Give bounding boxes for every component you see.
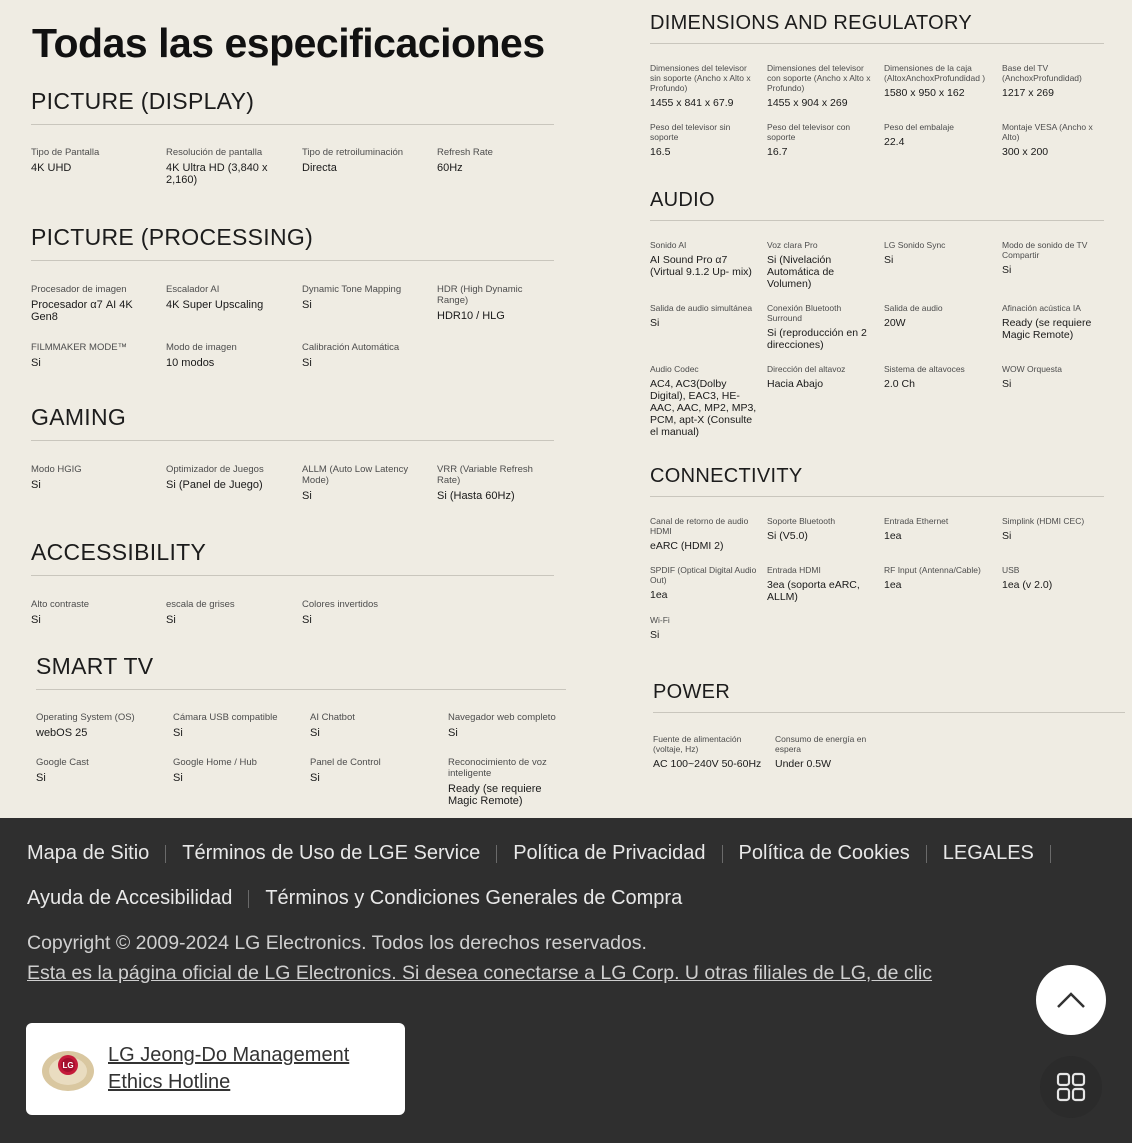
- spec-item: [767, 303, 875, 351]
- spec-value: eARC (HDMI 2): [650, 540, 724, 552]
- lg-emblem-logo: [40, 1041, 96, 1097]
- spec-label: Escalador AI: [166, 284, 220, 295]
- spec-value: AC4, AC3(Dolby Digital), EAC3, HE-AAC, AAC, MP2, MP3, PCM, apt-X (Consulte el manual): [650, 378, 757, 438]
- spec-item: [437, 464, 552, 502]
- spec-label: Peso del televisor sin soporte: [650, 122, 731, 142]
- spec-item: [302, 464, 427, 502]
- spec-value: Si (Panel de Juego): [166, 479, 263, 491]
- spec-value: Si: [302, 614, 312, 626]
- spec-value: Si (Nivelación Automática de Volumen): [767, 254, 835, 290]
- spec-value: 1ea: [650, 589, 668, 601]
- spec-label: SPDIF (Optical Digital Audio Out): [650, 565, 757, 585]
- spec-label: Refresh Rate: [437, 147, 493, 158]
- spec-value: 1455 x 904 x 269: [767, 97, 848, 109]
- spec-value: Ready (se requiere Magic Remote): [448, 783, 542, 807]
- spec-value: Si: [31, 357, 41, 369]
- spec-item: [650, 364, 758, 438]
- hotline-title-line-2[interactable]: Ethics Hotline: [108, 1071, 231, 1093]
- spec-value: 1580 x 950 x 162: [884, 87, 965, 99]
- section-title: CONNECTIVITY: [650, 465, 1104, 497]
- spec-label: Tipo de Pantalla: [31, 147, 100, 158]
- spec-item: [1002, 565, 1104, 591]
- spec-item: [310, 712, 438, 739]
- spec-label: Modo de imagen: [166, 342, 237, 353]
- spec-value: Si: [1002, 378, 1012, 390]
- spec-item: [302, 147, 427, 174]
- footer-separator: [496, 845, 497, 863]
- site-footer: [0, 818, 1132, 1143]
- spec-value: Hacia Abajo: [767, 378, 824, 390]
- spec-label: Panel de Control: [310, 757, 381, 768]
- spec-value: 16.5: [650, 146, 671, 158]
- spec-item: [31, 147, 156, 174]
- spec-label: Audio Codec: [650, 364, 699, 374]
- spec-label: Entrada Ethernet: [884, 516, 949, 526]
- spec-label: Dynamic Tone Mapping: [302, 284, 402, 295]
- spec-value: 4K Super Upscaling: [166, 299, 264, 311]
- spec-label: Salida de audio simultánea: [650, 303, 753, 313]
- spec-value: 60Hz: [437, 162, 463, 174]
- spec-label: Peso del embalaje: [884, 122, 954, 132]
- spec-label: Dimensiones del televisor con soporte (Ancho x Alto x Profundo): [767, 63, 871, 93]
- spec-label: Sonido AI: [650, 240, 687, 250]
- spec-item: [884, 303, 992, 329]
- spec-label: Modo de sonido de TV Compartir: [1002, 240, 1088, 260]
- spec-label: Afinación acústica IA: [1002, 303, 1081, 313]
- spec-value: AC 100~240V 50-60Hz: [653, 758, 762, 770]
- spec-value: Si: [173, 772, 183, 784]
- section-title: DIMENSIONS AND REGULATORY: [650, 12, 1104, 44]
- section-title: SMART TV: [36, 653, 566, 690]
- spec-label: Conexión Bluetooth Surround: [767, 303, 842, 323]
- grid-icon: [1056, 1072, 1086, 1102]
- spec-item: [448, 712, 568, 739]
- spec-item: [1002, 516, 1104, 542]
- spec-value: Si: [310, 772, 320, 784]
- spec-item: [166, 284, 291, 311]
- footer-links-row-2: [27, 887, 682, 910]
- ethics-hotline-card[interactable]: [26, 1023, 405, 1115]
- spec-value: Si: [302, 299, 312, 311]
- footer-link-purchase-terms[interactable]: Términos y Condiciones Generales de Compra: [265, 887, 683, 909]
- footer-separator: [926, 845, 927, 863]
- spec-label: Salida de audio: [884, 303, 943, 313]
- spec-item: [884, 364, 992, 390]
- footer-separator: [165, 845, 166, 863]
- spec-item: [437, 284, 552, 322]
- spec-label: VRR (Variable Refresh Rate): [437, 464, 533, 486]
- spec-label: Resolución de pantalla: [166, 147, 263, 158]
- spec-item: [767, 364, 875, 390]
- section-smart-tv: [36, 653, 566, 807]
- spec-label: LG Sonido Sync: [884, 240, 946, 250]
- spec-value: 10 modos: [166, 357, 215, 369]
- spec-value: Si: [173, 727, 183, 739]
- spec-value: Directa: [302, 162, 337, 174]
- spec-label: Procesador de imagen: [31, 284, 127, 295]
- spec-value: Procesador α7 AI 4K Gen8: [31, 299, 133, 323]
- spec-item: [650, 516, 758, 552]
- spec-value: Si: [36, 772, 46, 784]
- spec-label: Calibración Automática: [302, 342, 400, 353]
- spec-item: [650, 615, 758, 641]
- spec-value: Si (V5.0): [767, 530, 808, 542]
- spec-value: 4K Ultra HD (3,840 x 2,160): [166, 162, 268, 186]
- spec-item: [36, 712, 164, 739]
- spec-item: [884, 516, 992, 542]
- spec-value: Si (reproducción en 2 direcciones): [767, 327, 867, 351]
- section-power: [653, 681, 1125, 770]
- spec-item: [302, 599, 427, 626]
- spec-value: webOS 25: [36, 727, 88, 739]
- spec-value: 1217 x 269: [1002, 87, 1054, 99]
- section-picture-display: [31, 88, 554, 186]
- spec-value: 22.4: [884, 136, 905, 148]
- chevron-up-icon: [1056, 991, 1086, 1009]
- section-title: PICTURE (DISPLAY): [31, 88, 554, 125]
- spec-value: Si: [302, 490, 312, 502]
- spec-value: Si: [166, 614, 176, 626]
- section-connectivity: [650, 465, 1104, 641]
- spec-value: Si: [650, 317, 660, 329]
- footer-separator: [722, 845, 723, 863]
- footer-link-cookie-policy[interactable]: Política de Cookies: [738, 842, 910, 864]
- spec-item: [884, 240, 992, 266]
- section-title: GAMING: [31, 404, 554, 441]
- spec-value: 20W: [884, 317, 906, 329]
- spec-item: [448, 757, 566, 807]
- spec-label: HDR (High Dynamic Range): [437, 284, 523, 306]
- spec-label: RF Input (Antenna/Cable): [884, 565, 981, 575]
- spec-item: [36, 757, 164, 784]
- section-picture-processing: [31, 224, 554, 369]
- spec-value: 1ea: [884, 579, 902, 591]
- spec-item: [1002, 122, 1104, 158]
- spec-value: HDR10 / HLG: [437, 310, 505, 322]
- spec-label: WOW Orquesta: [1002, 364, 1062, 374]
- spec-label: Voz clara Pro: [767, 240, 818, 250]
- spec-value: 2.0 Ch: [884, 378, 915, 390]
- spec-label: escala de grises: [166, 599, 235, 610]
- spec-item: [884, 63, 992, 99]
- spec-label: Sistema de altavoces: [884, 364, 965, 374]
- spec-label: AI Chatbot: [310, 712, 355, 723]
- spec-item: [1002, 364, 1104, 390]
- section-audio: [650, 189, 1104, 438]
- section-title: AUDIO: [650, 189, 1104, 221]
- spec-value: 300 x 200: [1002, 146, 1049, 158]
- spec-label: Montaje VESA (Ancho x Alto): [1002, 122, 1093, 142]
- spec-label: FILMMAKER MODE™: [31, 342, 128, 353]
- spec-label: Entrada HDMI: [767, 565, 821, 575]
- footer-link-privacy-policy[interactable]: Política de Privacidad: [513, 842, 706, 864]
- logo-text: LG: [62, 1061, 74, 1070]
- spec-item: [302, 342, 427, 369]
- spec-label: Fuente de alimentación (voltaje, Hz): [653, 734, 742, 754]
- spec-item: [31, 599, 156, 626]
- spec-value: 1ea (v 2.0): [1002, 579, 1053, 591]
- spec-value: Si: [302, 357, 312, 369]
- spec-item: [775, 734, 885, 770]
- spec-item: [650, 303, 758, 329]
- spec-value: Si: [310, 727, 320, 739]
- spec-label: Google Home / Hub: [173, 757, 257, 768]
- scroll-to-top-button[interactable]: [1036, 965, 1106, 1035]
- spec-label: Wi-Fi: [650, 615, 670, 625]
- section-title: POWER: [653, 681, 1125, 713]
- spec-item: [767, 240, 875, 290]
- spec-item: [31, 342, 156, 369]
- spec-item: [767, 63, 875, 109]
- spec-item: [173, 712, 301, 739]
- spec-item: [767, 565, 875, 603]
- spec-item: [437, 147, 562, 174]
- spec-value: Si: [31, 614, 41, 626]
- official-site-notice-link[interactable]: Esta es la página oficial de LG Electronics. Si desea conectarse a LG Corp. U otras filiales de LG, de clic: [27, 962, 933, 984]
- spec-label: Navegador web completo: [448, 712, 556, 723]
- spec-value: Ready (se requiere Magic Remote): [1002, 317, 1092, 341]
- footer-link-accessibility-help[interactable]: Ayuda de Accesibilidad: [27, 887, 233, 909]
- spec-item: [650, 565, 758, 601]
- spec-item: [166, 147, 291, 186]
- spec-item: [310, 757, 438, 784]
- spec-item: [884, 122, 992, 148]
- spec-item: [767, 122, 875, 158]
- spec-value: Si: [650, 629, 660, 641]
- spec-label: Modo HGIG: [31, 464, 82, 475]
- spec-item: [1002, 240, 1104, 276]
- spec-value: Si: [31, 479, 41, 491]
- spec-value: Si: [1002, 530, 1012, 542]
- spec-label: Dimensiones del televisor sin soporte (Ancho x Alto x Profundo): [650, 63, 751, 93]
- spec-value: Si (Hasta 60Hz): [437, 490, 515, 502]
- spec-label: Simplink (HDMI CEC): [1002, 516, 1085, 526]
- spec-label: Alto contraste: [31, 599, 90, 610]
- spec-label: Dirección del altavoz: [767, 364, 846, 374]
- footer-link-sitemap[interactable]: Mapa de Sitio: [27, 842, 150, 864]
- spec-label: Operating System (OS): [36, 712, 135, 723]
- footer-link-legal[interactable]: LEGALES: [942, 842, 1034, 864]
- spec-item: [884, 565, 992, 591]
- spec-value: Si: [884, 254, 894, 266]
- spec-item: [166, 342, 291, 369]
- spec-value: 16.7: [767, 146, 788, 158]
- spec-label: USB: [1002, 565, 1020, 575]
- spec-value: 3ea (soporta eARC, ALLM): [767, 579, 860, 603]
- spec-item: [650, 122, 758, 158]
- spec-value: 1455 x 841 x 67.9: [650, 97, 734, 109]
- spec-label: Dimensiones de la caja (AltoxAnchoxProfundidad ): [884, 63, 986, 83]
- section-title: PICTURE (PROCESSING): [31, 224, 554, 261]
- spec-value: 1ea: [884, 530, 902, 542]
- spec-label: Soporte Bluetooth: [767, 516, 836, 526]
- spec-item: [650, 63, 758, 109]
- section-gaming: [31, 404, 554, 502]
- spec-label: Reconocimiento de voz inteligente: [448, 757, 547, 779]
- spec-value: 4K UHD: [31, 162, 72, 174]
- spec-item: [302, 284, 427, 311]
- spec-label: Cámara USB compatible: [173, 712, 278, 723]
- footer-link-terms-of-use[interactable]: Términos de Uso de LGE Service: [182, 842, 481, 864]
- spec-item: [650, 240, 758, 278]
- hotline-text[interactable]: [108, 1042, 349, 1096]
- spec-item: [166, 599, 291, 626]
- spec-label: Google Cast: [36, 757, 89, 768]
- spec-label: Tipo de retroiluminación: [302, 147, 404, 158]
- spec-item: [31, 284, 156, 323]
- spec-item: [653, 734, 763, 770]
- section-title: ACCESSIBILITY: [31, 539, 554, 576]
- hotline-title-line-1[interactable]: LG Jeong-Do Management: [108, 1044, 350, 1066]
- page-title: Todas las especificaciones: [32, 20, 545, 66]
- footer-links-row-1: [27, 842, 1067, 865]
- section-dimensions-regulatory: [650, 12, 1104, 158]
- spec-value: AI Sound Pro α7 (Virtual 9.1.2 Up- mix): [650, 254, 752, 278]
- spec-label: Peso del televisor con soporte: [767, 122, 851, 142]
- section-accessibility: [31, 539, 554, 626]
- copyright-text: Copyright © 2009-2024 LG Electronics. Todos los derechos reservados.: [27, 932, 647, 954]
- spec-item: [166, 464, 291, 491]
- footer-separator: [1050, 845, 1051, 863]
- spec-label: Base del TV (AnchoxProfundidad): [1002, 63, 1082, 83]
- spec-value: Under 0.5W: [775, 758, 832, 770]
- spec-value: Si: [448, 727, 458, 739]
- spec-label: Canal de retorno de audio HDMI: [650, 516, 749, 536]
- footer-separator: [248, 890, 249, 908]
- spec-label: ALLM (Auto Low Latency Mode): [302, 464, 409, 486]
- spec-value: Si: [1002, 264, 1012, 276]
- spec-label: Consumo de energía en espera: [775, 734, 867, 754]
- spec-item: [767, 516, 875, 542]
- spec-item: [31, 464, 156, 491]
- quick-menu-button[interactable]: [1040, 1056, 1102, 1118]
- spec-label: Optimizador de Juegos: [166, 464, 264, 475]
- spec-item: [1002, 63, 1104, 99]
- spec-item: [1002, 303, 1104, 341]
- spec-item: [173, 757, 301, 784]
- spec-label: Colores invertidos: [302, 599, 379, 610]
